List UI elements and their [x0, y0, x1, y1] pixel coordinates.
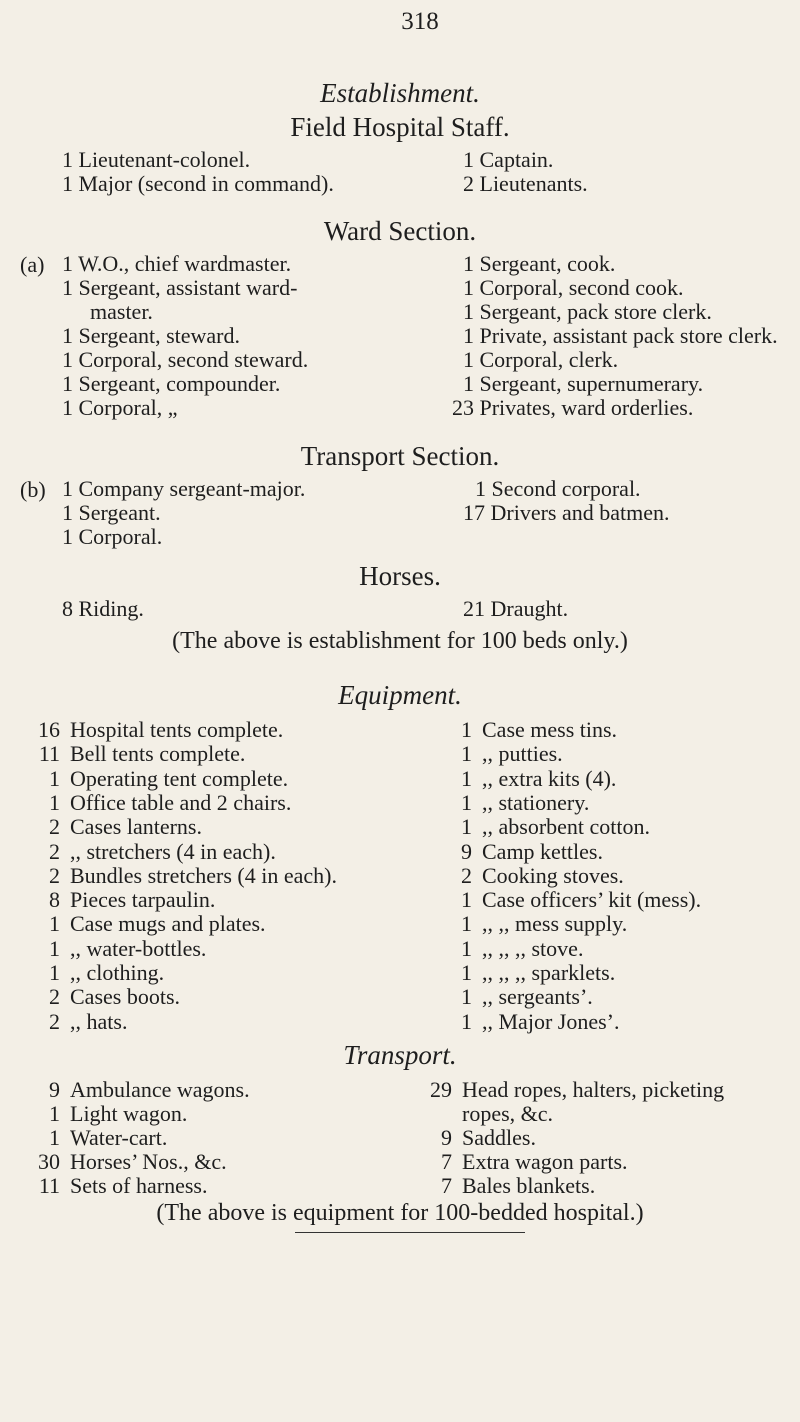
item-label: Cooking stoves. [482, 862, 624, 888]
staff-right-1: 1 Captain. [463, 147, 554, 172]
item-quantity: 1 [49, 1125, 60, 1150]
item-quantity: 11 [38, 1173, 60, 1198]
list-item [30, 912, 266, 936]
list-item: 1 Sergeant, assistant ward- [62, 275, 298, 300]
transport-marker: (b) [20, 477, 46, 502]
item-label: ,, Major Jones’. [482, 1008, 620, 1034]
item-label: Case officers’ kit (mess). [482, 887, 702, 913]
item-quantity: 9 [461, 838, 472, 864]
ward-section-heading: Ward Section. [323, 216, 477, 246]
item-label: Bell tents complete. [70, 741, 246, 767]
list-item: 1 Corporal. [62, 524, 163, 549]
item-quantity: 1 [49, 960, 60, 985]
item-label: Bundles stretchers (4 in each). [70, 862, 337, 888]
item-label: Horses’ Nos., &c. [70, 1149, 227, 1174]
staff-left-1: 1 Lieutenant-colonel. [62, 147, 251, 172]
list-item [30, 864, 337, 888]
list-item [30, 1174, 207, 1198]
item-label: Camp kettles. [482, 838, 603, 864]
list-item [30, 888, 215, 912]
transport-note: (The above is equipment for 100-bedded hospital.) [156, 1200, 644, 1226]
item-label: Cases lanterns. [70, 814, 202, 840]
equipment-heading: Equipment. [338, 680, 462, 710]
horses-riding: 8 Riding. [62, 596, 144, 621]
item-label: ,, sergeants’. [482, 984, 593, 1010]
item-label: Pieces tarpaulin. [70, 887, 216, 913]
list-item [30, 1102, 187, 1126]
item-label: ,, hats. [70, 1008, 128, 1034]
ward-marker: (a) [20, 252, 45, 277]
divider-rule [295, 1232, 525, 1233]
staff-left-2: 1 Major (second in command). [62, 171, 334, 196]
list-item: 1 Corporal, second steward. [62, 347, 309, 372]
item-quantity: 2 [49, 984, 60, 1010]
item-label: ropes, &c. [462, 1101, 554, 1126]
item-quantity: 1 [461, 741, 472, 767]
item-quantity: 1 [461, 717, 472, 742]
item-label: Light wagon. [70, 1101, 188, 1126]
list-item [30, 742, 245, 766]
list-item: 1 Sergeant, pack store clerk. [463, 299, 712, 324]
list-item [450, 840, 603, 864]
list-item: 1 Sergeant, steward. [62, 323, 240, 348]
item-quantity: 1 [49, 911, 60, 937]
item-quantity: 1 [461, 960, 472, 985]
list-item: 1 Private, assistant pack store clerk. [463, 323, 778, 348]
list-item [30, 985, 180, 1009]
list-item [30, 1078, 250, 1102]
item-quantity: 1 [461, 765, 472, 791]
staff-right-2: 2 Lieutenants. [463, 171, 588, 196]
list-item [422, 1078, 724, 1102]
transport-section-heading: Transport Section. [300, 441, 500, 471]
list-item [450, 888, 701, 912]
item-label: Head ropes, halters, picketing [462, 1077, 725, 1102]
list-item [450, 718, 617, 742]
list-item [30, 1126, 167, 1150]
item-quantity: 1 [49, 789, 60, 815]
list-item [30, 961, 164, 985]
item-label: ,, ,, ,, stove. [482, 935, 584, 961]
item-quantity: 7 [441, 1173, 452, 1198]
list-item [450, 815, 650, 839]
list-item [422, 1150, 628, 1174]
horses-heading: Horses. [359, 561, 441, 591]
page-number: 318 [401, 8, 439, 35]
item-quantity: 1 [461, 984, 472, 1010]
item-label: Sets of harness. [70, 1173, 208, 1198]
item-label: Hospital tents complete. [70, 717, 284, 742]
list-item: 1 W.O., chief wardmaster. [62, 251, 292, 276]
item-label: ,, water-bottles. [70, 935, 207, 961]
list-item: 1 Company sergeant-major. [62, 476, 306, 501]
list-item [450, 767, 616, 791]
item-quantity: 7 [441, 1149, 452, 1174]
item-label: ,, stationery. [482, 789, 590, 815]
item-label: Bales blankets. [462, 1173, 596, 1198]
item-label: Case mess tins. [482, 717, 618, 742]
list-item: 1 Corporal, second cook. [463, 275, 684, 300]
list-item: 1 Sergeant, cook. [463, 251, 616, 276]
item-quantity: 11 [38, 741, 60, 767]
item-quantity: 1 [49, 935, 60, 961]
item-quantity: 1 [461, 887, 472, 913]
list-item [450, 961, 615, 985]
establishment-note: (The above is establishment for 100 beds only.) [172, 628, 628, 654]
field-hospital-staff-heading: Field Hospital Staff. [290, 112, 510, 142]
list-item [422, 1174, 595, 1198]
item-label: Operating tent complete. [70, 765, 289, 791]
item-quantity: 1 [461, 911, 472, 937]
list-item: 1 Corporal, „ [62, 395, 178, 420]
item-label: Case mugs and plates. [70, 911, 266, 937]
item-label: ,, ,, ,, sparklets. [482, 960, 616, 985]
list-item [422, 1102, 553, 1126]
list-item [30, 815, 202, 839]
item-label: ,, absorbent cotton. [482, 814, 651, 840]
item-quantity: 2 [49, 862, 60, 888]
item-quantity: 2 [49, 814, 60, 840]
list-item: 1 Second corporal. [475, 476, 641, 501]
item-quantity: 1 [461, 814, 472, 840]
item-quantity: 1 [49, 1101, 60, 1126]
list-item [450, 985, 593, 1009]
list-item [450, 742, 563, 766]
list-item: 1 Sergeant, supernumerary. [463, 371, 704, 396]
item-label: Saddles. [462, 1125, 536, 1150]
establishment-heading: Establishment. [320, 78, 480, 108]
item-quantity: 9 [441, 1125, 452, 1150]
list-item [450, 864, 624, 888]
item-label: ,, clothing. [70, 960, 165, 985]
list-item [30, 767, 288, 791]
item-quantity: 2 [49, 1008, 60, 1034]
item-label: Office table and 2 chairs. [70, 789, 292, 815]
list-item [30, 840, 276, 864]
item-quantity: 1 [49, 765, 60, 791]
list-item: master. [90, 299, 153, 324]
item-quantity: 8 [49, 887, 60, 913]
list-item [450, 791, 589, 815]
list-item [30, 1010, 127, 1034]
list-item [30, 718, 283, 742]
item-label: ,, stretchers (4 in each). [70, 838, 276, 864]
item-label: Water-cart. [70, 1125, 168, 1150]
list-item: 1 Corporal, clerk. [463, 347, 619, 372]
list-item: 17 Drivers and batmen. [463, 500, 670, 525]
list-item: 23 Privates, ward orderlies. [452, 395, 694, 420]
item-label: ,, extra kits (4). [482, 765, 617, 791]
item-label: Extra wagon parts. [462, 1149, 628, 1174]
list-item [30, 791, 291, 815]
item-quantity: 9 [49, 1077, 60, 1102]
list-item [450, 912, 627, 936]
list-item [30, 1150, 227, 1174]
item-label: Ambulance wagons. [70, 1077, 250, 1102]
item-quantity: 29 [430, 1077, 452, 1102]
item-quantity: 30 [38, 1149, 60, 1174]
transport-heading: Transport. [343, 1040, 457, 1070]
list-item [450, 1010, 619, 1034]
item-quantity: 16 [38, 717, 60, 742]
horses-draught: 21 Draught. [463, 596, 569, 621]
item-label: Cases boots. [70, 984, 180, 1010]
item-label: ,, ,, mess supply. [482, 911, 628, 937]
list-item [30, 937, 206, 961]
item-quantity: 1 [461, 1008, 472, 1034]
item-label: ,, putties. [482, 741, 563, 767]
list-item: 1 Sergeant, compounder. [62, 371, 281, 396]
list-item [450, 937, 583, 961]
item-quantity: 1 [461, 935, 472, 961]
item-quantity: 2 [49, 838, 60, 864]
item-quantity: 1 [461, 789, 472, 815]
item-quantity: 2 [461, 862, 472, 888]
list-item: 1 Sergeant. [62, 500, 161, 525]
list-item [422, 1126, 536, 1150]
